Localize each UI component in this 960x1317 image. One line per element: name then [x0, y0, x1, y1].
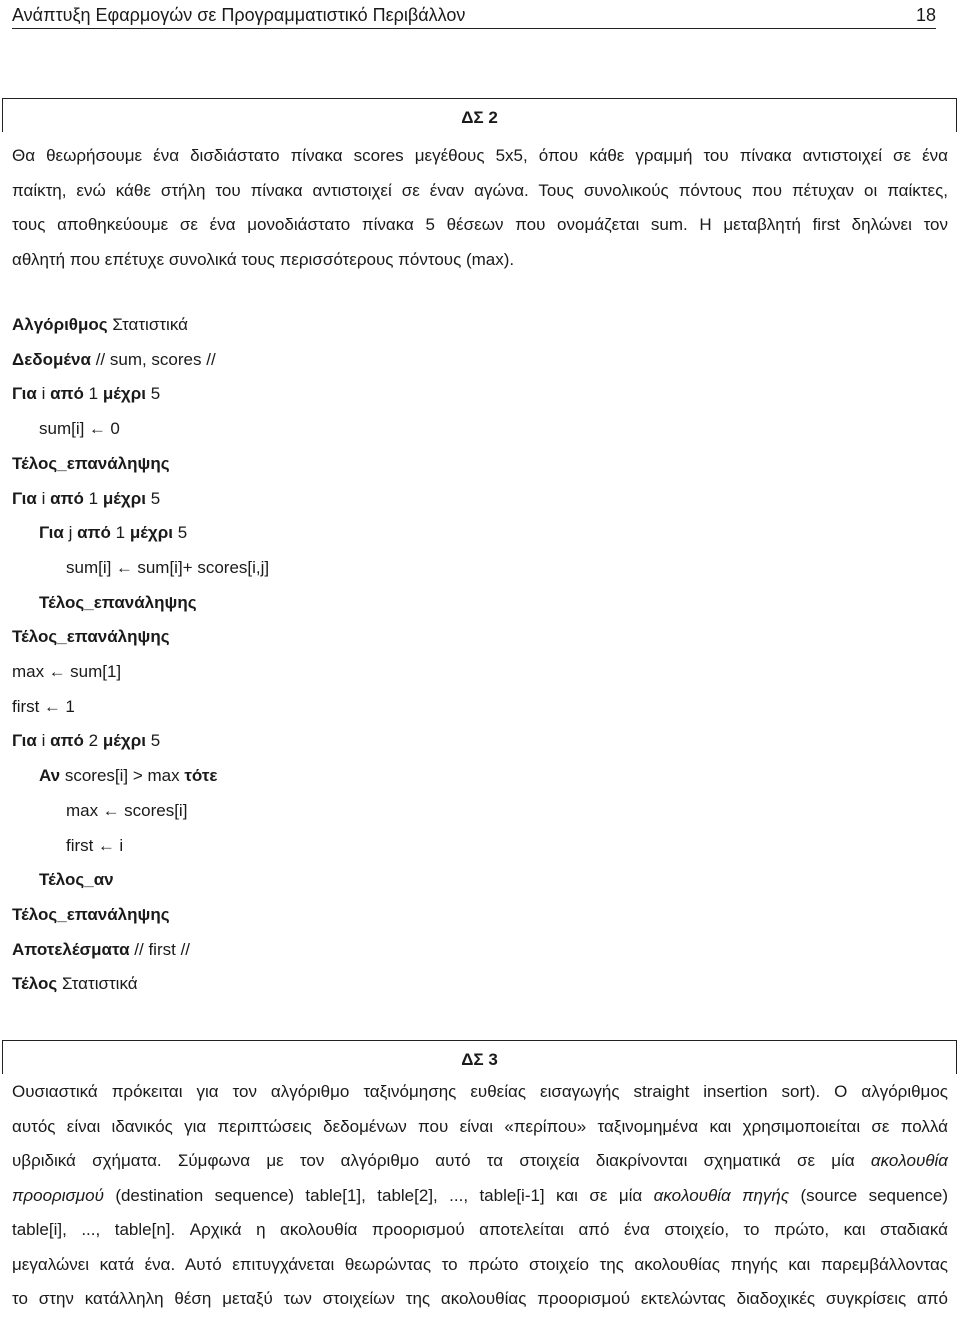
ds3-line — [12, 1248, 948, 1283]
assign-target: max — [12, 662, 45, 681]
statement-text: 1 — [110, 523, 130, 543]
statement-text: j — [63, 523, 78, 543]
assign-arrow-icon: ← — [43, 696, 61, 716]
assign-target: first — [12, 696, 40, 716]
statement-text: 5 — [172, 523, 188, 543]
ds2-label: ΔΣ 2 — [461, 108, 498, 127]
keyword: Για — [12, 384, 37, 404]
statement-text: i — [36, 488, 51, 508]
ds2-paragraph — [12, 139, 948, 277]
statement-text: Στατιστικά — [107, 315, 188, 334]
assign-value: sum[1] — [70, 662, 122, 681]
ds2-box — [2, 98, 957, 132]
statement-text: i — [36, 384, 51, 404]
algorithm-line — [12, 655, 121, 690]
statement-text: 5 — [145, 384, 161, 404]
statement-text: Στατιστικά — [57, 974, 138, 994]
text-segment: (destination sequence) table[1], table[2], ..., table[i-1] και σε μία — [103, 1185, 654, 1205]
keyword: Αποτελέσματα — [12, 939, 130, 959]
text-segment: το στην κατάλληλη θέση μεταξύ των στοιχείων της ακολουθίας προορισμού εκτελώντας διαδοχικές συγκρίσεις από — [12, 1289, 948, 1308]
text-segment: αυτός είναι ιδανικός για περιπτώσεις δεδομένων που είναι «περίπου» ταξινομημένα και χρησιμοποιείται σε πολλά — [12, 1116, 948, 1136]
ds2-line: τους αποθηκεύουμε σε ένα μονοδιάστατο πίνακα 5 θέσεων που ονομάζεται sum. Η μεταβλητή first δηλώνει τον — [12, 215, 948, 234]
keyword: Αν — [39, 766, 61, 786]
algorithm-line — [39, 586, 197, 621]
algorithm-line — [66, 794, 187, 829]
keyword: Για — [12, 488, 37, 508]
ds3-line — [12, 1110, 948, 1145]
algorithm-line — [12, 343, 216, 378]
keyword: Τέλος — [12, 974, 58, 994]
assign-value: scores[i] — [124, 800, 188, 820]
keyword: Τέλος_επανάληψης — [12, 904, 170, 924]
italic-term: ακολουθία πηγής — [653, 1185, 790, 1205]
keyword: από — [50, 488, 84, 508]
keyword: Δεδομένα — [12, 349, 91, 369]
italic-term: προορισμού — [12, 1185, 104, 1205]
statement-text: scores[i] > max — [60, 766, 185, 786]
ds3-paragraph — [12, 1075, 948, 1317]
algorithm-line — [12, 620, 170, 655]
assign-arrow-icon: ← — [97, 835, 115, 855]
keyword: από — [50, 384, 84, 404]
statement-text: 5 — [145, 731, 161, 751]
algorithm-line — [39, 863, 114, 898]
ds3-line — [12, 1144, 948, 1179]
ds3-box — [2, 1040, 957, 1074]
statement-text: 2 — [83, 731, 103, 751]
algorithm-line — [12, 967, 138, 1002]
assign-value: sum[i]+ scores[i,j] — [137, 557, 270, 577]
ds3-line — [12, 1282, 948, 1317]
assign-target: sum[i] — [39, 419, 85, 439]
keyword: Τέλος_επανάληψης — [12, 627, 170, 647]
algorithm-line — [12, 898, 170, 933]
algorithm-line — [12, 377, 160, 412]
ds3-line — [12, 1213, 948, 1248]
assign-target: first — [66, 835, 94, 855]
statement-text: // first // — [129, 939, 191, 959]
algorithm-line — [12, 447, 170, 482]
statement-text: 1 — [83, 384, 103, 404]
algorithm-line — [12, 724, 160, 759]
ds2-line: αθλητή που επέτυχε συνολικά τους περισσότερους πόντους (max). — [12, 249, 515, 269]
assign-arrow-icon: ← — [115, 557, 133, 577]
algorithm-line — [66, 829, 123, 864]
assign-target: max — [66, 800, 99, 820]
ds3-line — [12, 1075, 948, 1110]
statement-text: // sum, scores // — [90, 349, 216, 369]
keyword: Τέλος_αν — [39, 870, 114, 890]
algorithm-line — [12, 482, 160, 517]
keyword: μέχρι — [102, 488, 146, 508]
assign-arrow-icon: ← — [48, 662, 66, 681]
algorithm-line — [12, 308, 188, 343]
statement-text: 5 — [145, 488, 161, 508]
ds3-line — [12, 1179, 948, 1214]
text-segment: Ουσιαστικά πρόκειται για τον αλγόριθμο ταξινόμησης ευθείας εισαγωγής straight insertion sort). Ο αλγόριθμος — [12, 1082, 948, 1101]
header-title: Ανάπτυξη Εφαρμογών σε Προγραμματιστικό Περιβάλλον — [12, 5, 466, 25]
text-segment: table[i], ..., table[n]. Αρχικά η ακολουθία προορισμού αποτελείται από ένα στοιχείο, το πρώτο, και σταδιακά — [12, 1220, 948, 1239]
statement-text: 1 — [83, 488, 103, 508]
page-number: 18 — [915, 5, 936, 25]
assign-value: 0 — [110, 419, 120, 439]
keyword: Τέλος_επανάληψης — [12, 453, 170, 473]
keyword: από — [77, 523, 111, 543]
keyword: Για — [12, 731, 37, 751]
keyword: Αλγόριθμος — [12, 315, 108, 334]
assign-value: i — [119, 835, 124, 855]
keyword: Για — [39, 523, 64, 543]
keyword: μέχρι — [129, 523, 173, 543]
assign-arrow-icon: ← — [88, 419, 106, 439]
text-segment: μεγαλώνει κατά ένα. Αυτό επιτυγχάνεται θεωρώντας το πρώτο στοιχείο της ακολουθίας πηγής και παρεμβάλλοντας — [12, 1254, 948, 1274]
ds2-line: Θα θεωρήσουμε ένα δισδιάστατο πίνακα scores μεγέθους 5x5, όπου κάθε γραμμή του πίνακα αντιστοιχεί σε ένα — [12, 146, 948, 165]
algorithm-line — [39, 516, 187, 551]
ds3-label: ΔΣ 3 — [461, 1050, 498, 1069]
keyword: μέχρι — [102, 731, 146, 751]
ds2-line: παίκτη, ενώ κάθε στήλη του πίνακα αντιστοιχεί σε έναν αγώνα. Τους συνολικούς πόντους που πέτυχαν οι παίκτες, — [12, 180, 948, 200]
text-segment: υβριδικά σχήματα. Σύμφωνα με τον αλγόριθμο αυτό τα στοιχεία διακρίνονται σχηματικά σε μία — [12, 1151, 871, 1170]
keyword: από — [50, 731, 84, 751]
keyword: μέχρι — [102, 384, 146, 404]
algorithm-line — [12, 933, 190, 968]
assign-value: 1 — [65, 696, 75, 716]
algorithm-line — [39, 759, 218, 794]
statement-text: i — [36, 731, 51, 751]
italic-term: ακολουθία — [870, 1151, 948, 1170]
keyword: Τέλος_επανάληψης — [39, 592, 197, 612]
algorithm-line — [12, 690, 75, 725]
assign-arrow-icon: ← — [102, 800, 120, 820]
assign-target: sum[i] — [66, 557, 112, 577]
keyword: τότε — [184, 766, 218, 786]
page-header — [12, 2, 936, 29]
algorithm-line — [39, 412, 120, 447]
algorithm-line — [66, 551, 269, 586]
text-segment: (source sequence) — [789, 1185, 948, 1205]
